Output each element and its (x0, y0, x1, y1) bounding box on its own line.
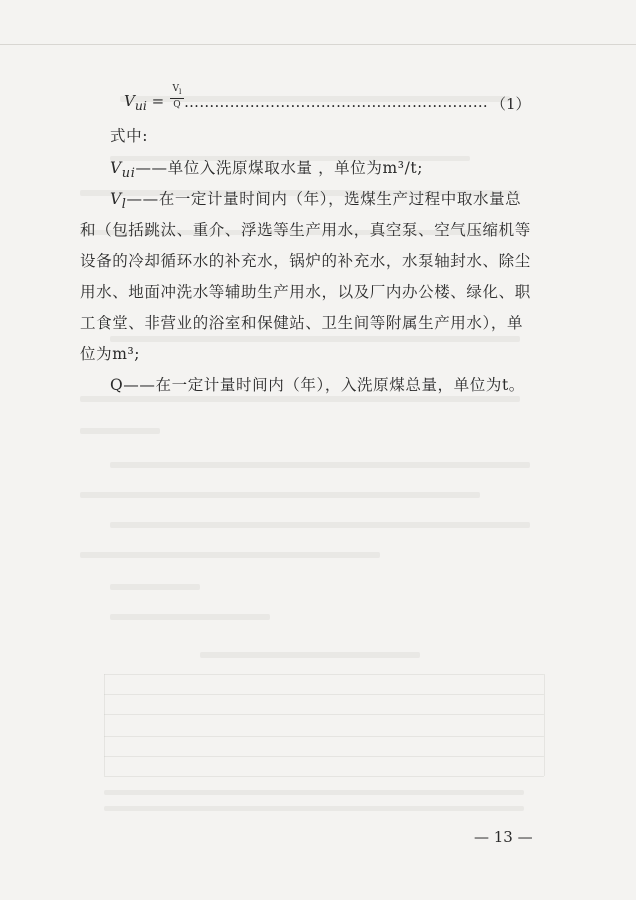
formula-leader-dots: …………………………………………………… (184, 93, 488, 111)
formula-fraction (170, 84, 184, 110)
legend-intro: 式中: (110, 127, 149, 145)
definition-vl: $V_l——$在一定计量时间内（年），选煤生产过程中取水量总 (110, 190, 522, 213)
header-rule (0, 44, 636, 45)
definition-vl-line: 设备的冷却循环水的补充水，锅炉的补充水，水泵轴封水、除尘 (80, 252, 531, 270)
equation-number: （1） (491, 95, 531, 113)
definition-vl-line: 工食堂、非营业的浴室和保健站、卫生间等附属生产用水），单 (80, 314, 524, 332)
fraction-bar (170, 98, 184, 99)
definition-vl-line: 用水、地面冲洗水等辅助生产用水，以及厂内办公楼、绿化、职 (80, 283, 531, 301)
formula-lhs: $V_{ui}$ = (124, 92, 165, 113)
definition-vl-line: 位为m³; (80, 345, 141, 363)
formula-denominator: Q (173, 99, 181, 110)
definition-q: Q——在一定计量时间内（年），入洗原煤总量，单位为t。 (110, 376, 525, 394)
definition-vui: $V_{ui}——$单位入洗原煤取水量 ，单位为m³/t; (110, 159, 424, 182)
definition-vl-line: 和（包括跳汰、重介、浮选等生产用水，真空泵、空气压缩机等 (80, 221, 531, 239)
formula-numerator: $V_l$ (172, 84, 182, 96)
page-number: — 13 — (474, 828, 533, 846)
